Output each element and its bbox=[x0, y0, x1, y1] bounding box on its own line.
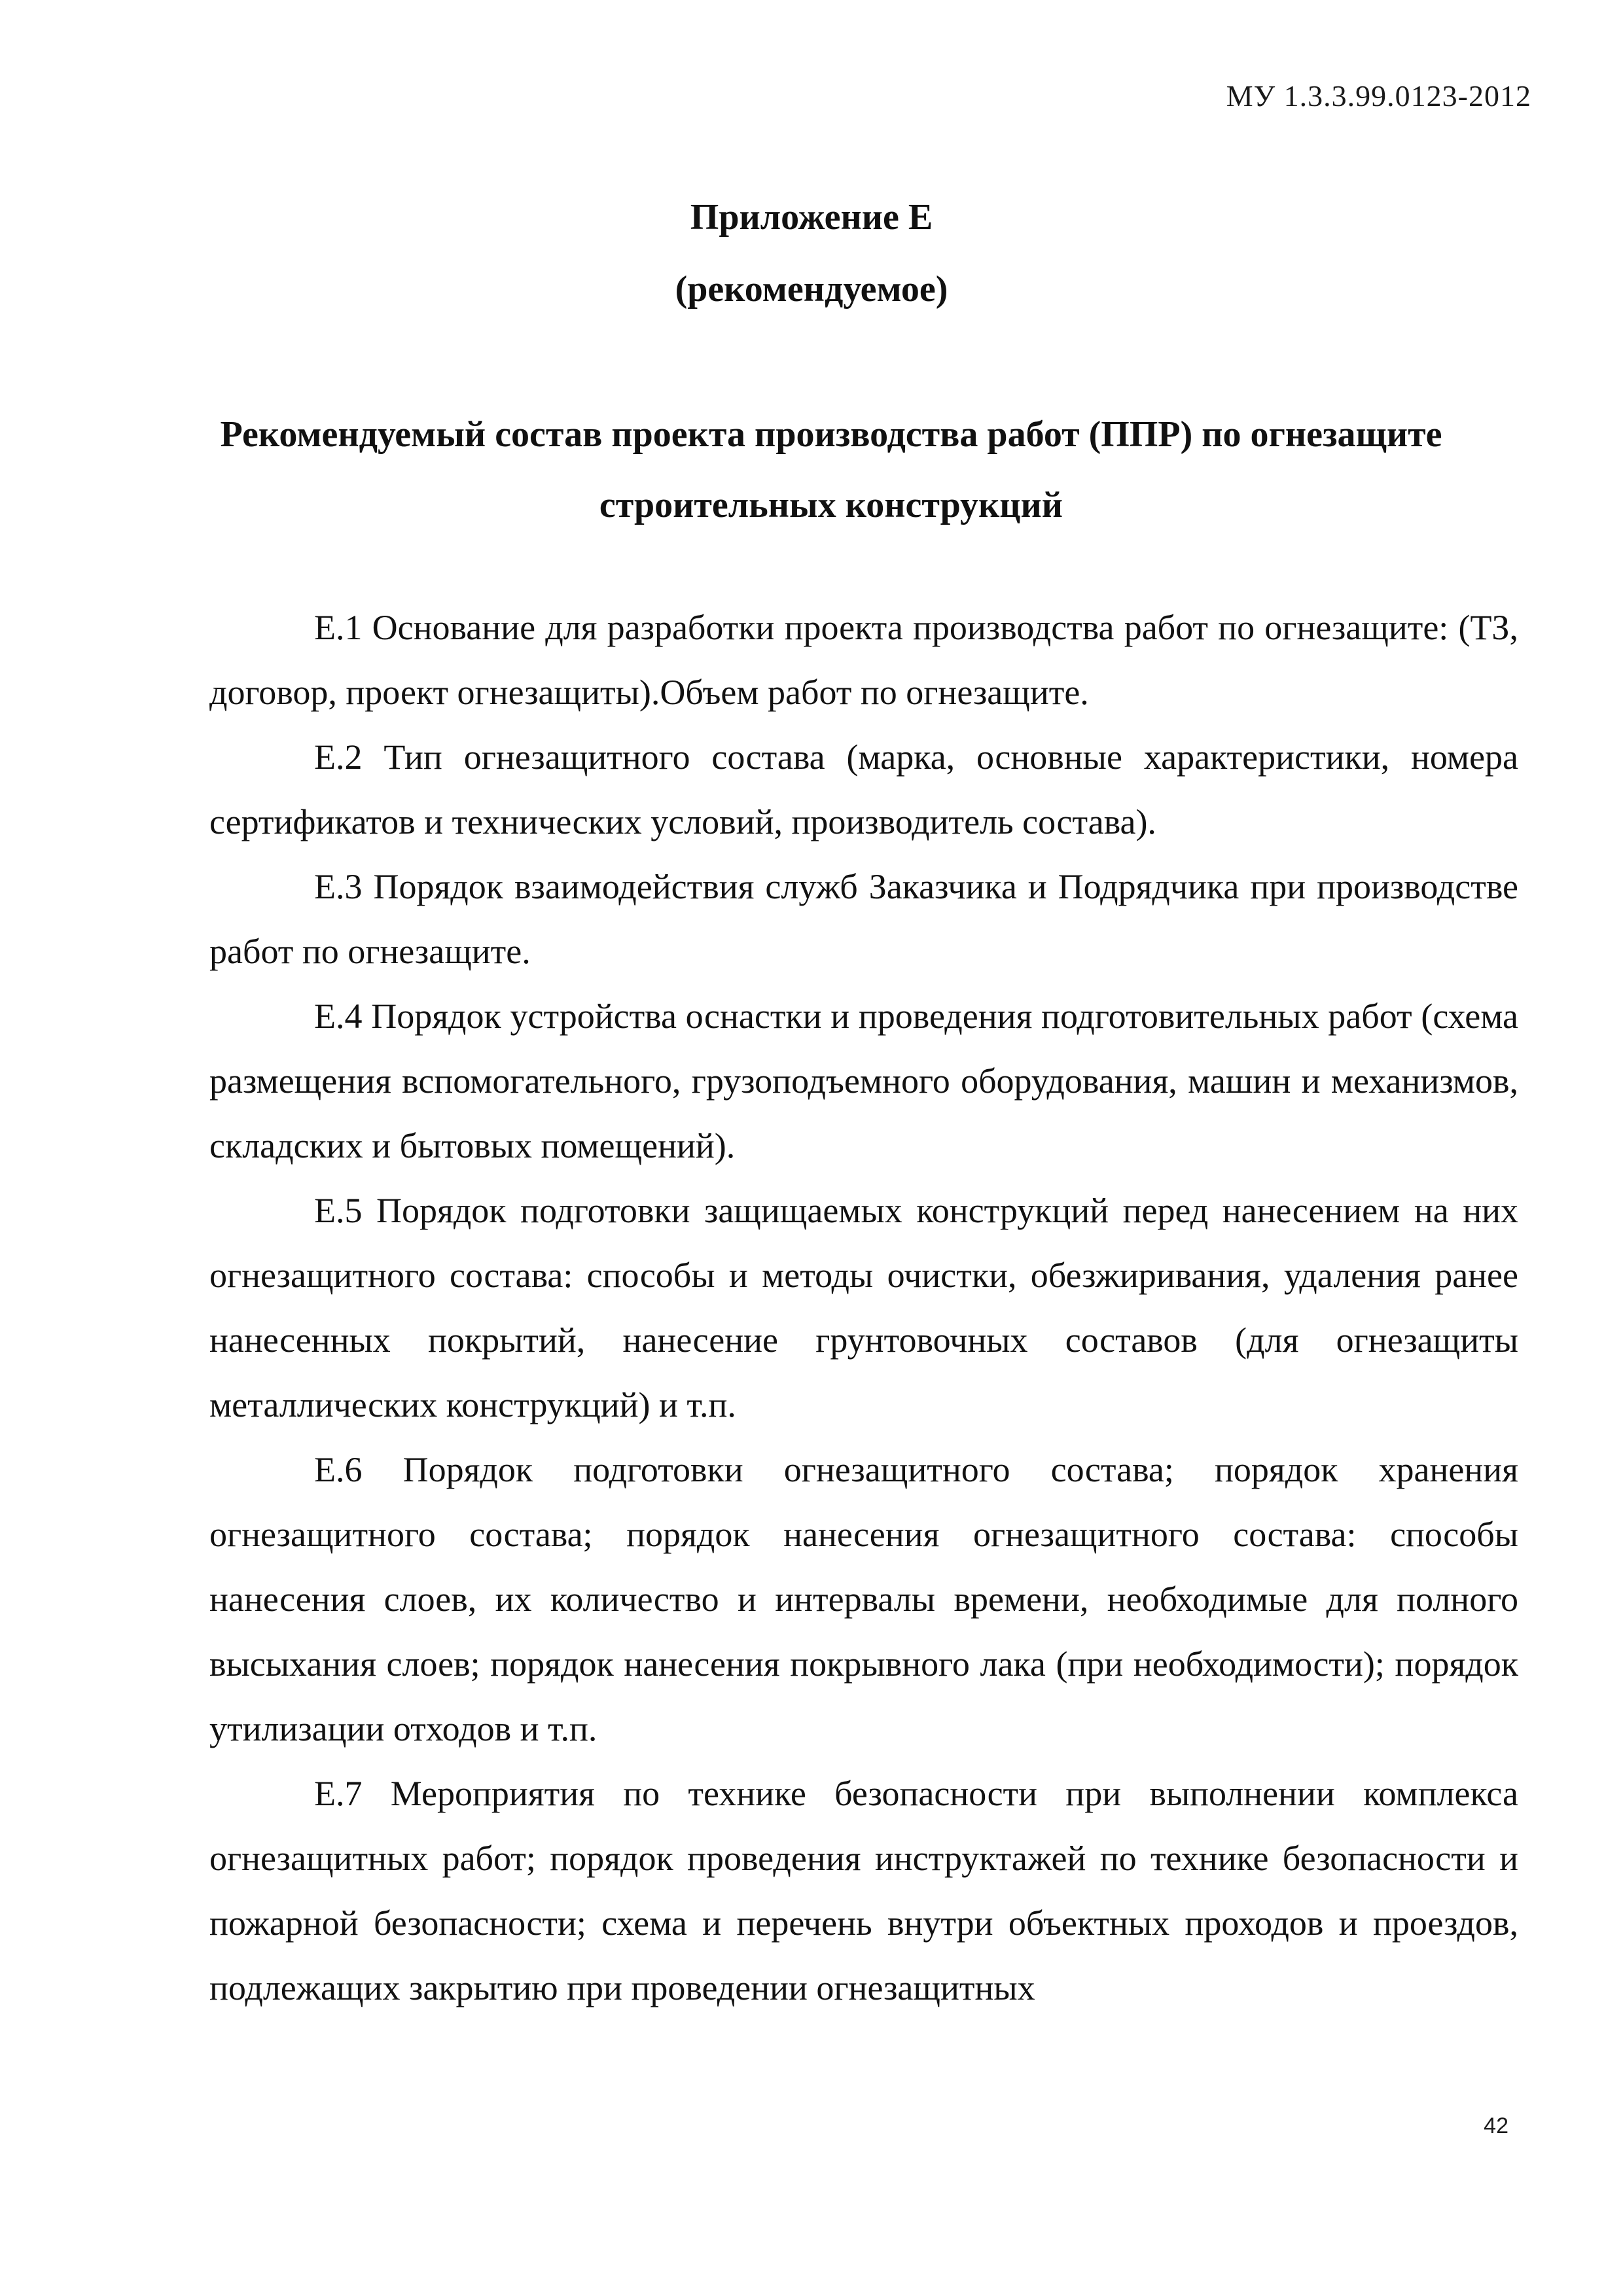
paragraph-e7: Е.7 Мероприятия по технике безопасности при выполнении комплекса огнезащитных работ; порядок проведения инструктажей по технике безопасности и пожарной безопасности; схема и перечень внутри объектных проходов и проездов, подлежащих закрытию при проведении огнезащитных bbox=[209, 1774, 1518, 2007]
paragraph-e1: Е.1 Основание для разработки проекта производства работ по огнезащите: (ТЗ, договор, проект огнезащиты).Объем работ по огнезащите. bbox=[209, 608, 1518, 712]
paragraph-e2: Е.2 Тип огнезащитного состава (марка, основные характеристики, номера сертификатов и технических условий, производитель состава). bbox=[209, 737, 1518, 841]
page-number: 42 bbox=[1484, 2113, 1508, 2138]
paragraph-e3: Е.3 Порядок взаимодействия служб Заказчика и Подрядчика при производстве работ по огнезащите. bbox=[209, 867, 1518, 971]
paragraph-e4: Е.4 Порядок устройства оснастки и проведения подготовительных работ (схема размещения вспомогательного, грузоподъемного оборудования, машин и механизмов, складских и бытовых помещений). bbox=[209, 997, 1518, 1165]
paragraph-e6: Е.6 Порядок подготовки огнезащитного состава; порядок хранения огнезащитного состава; порядок нанесения огнезащитного состава: способы нанесения слоев, их количество и интервалы времени, необходимые для полного высыхания слоев; порядок нанесения покрывного лака (при необходимости); порядок утилизации отходов и т.п. bbox=[209, 1450, 1518, 1748]
document-code: МУ 1.3.3.99.0123-2012 bbox=[1226, 79, 1531, 113]
section-title: Рекомендуемый состав проекта производства работ (ППР) по огнезащите строительных конструкций bbox=[220, 414, 1442, 525]
paragraph-e5: Е.5 Порядок подготовки защищаемых конструкций перед нанесением на них огнезащитного состава: способы и методы очистки, обезжиривания, удаления ранее нанесенных покрытий, нанесение грунтовочных составов (для огнезащиты металлических конструкций) и т.п. bbox=[209, 1191, 1518, 1424]
appendix-title: Приложение Е bbox=[690, 197, 933, 238]
body-text bbox=[209, 595, 1518, 2021]
appendix-note: (рекомендуемое) bbox=[675, 269, 948, 309]
